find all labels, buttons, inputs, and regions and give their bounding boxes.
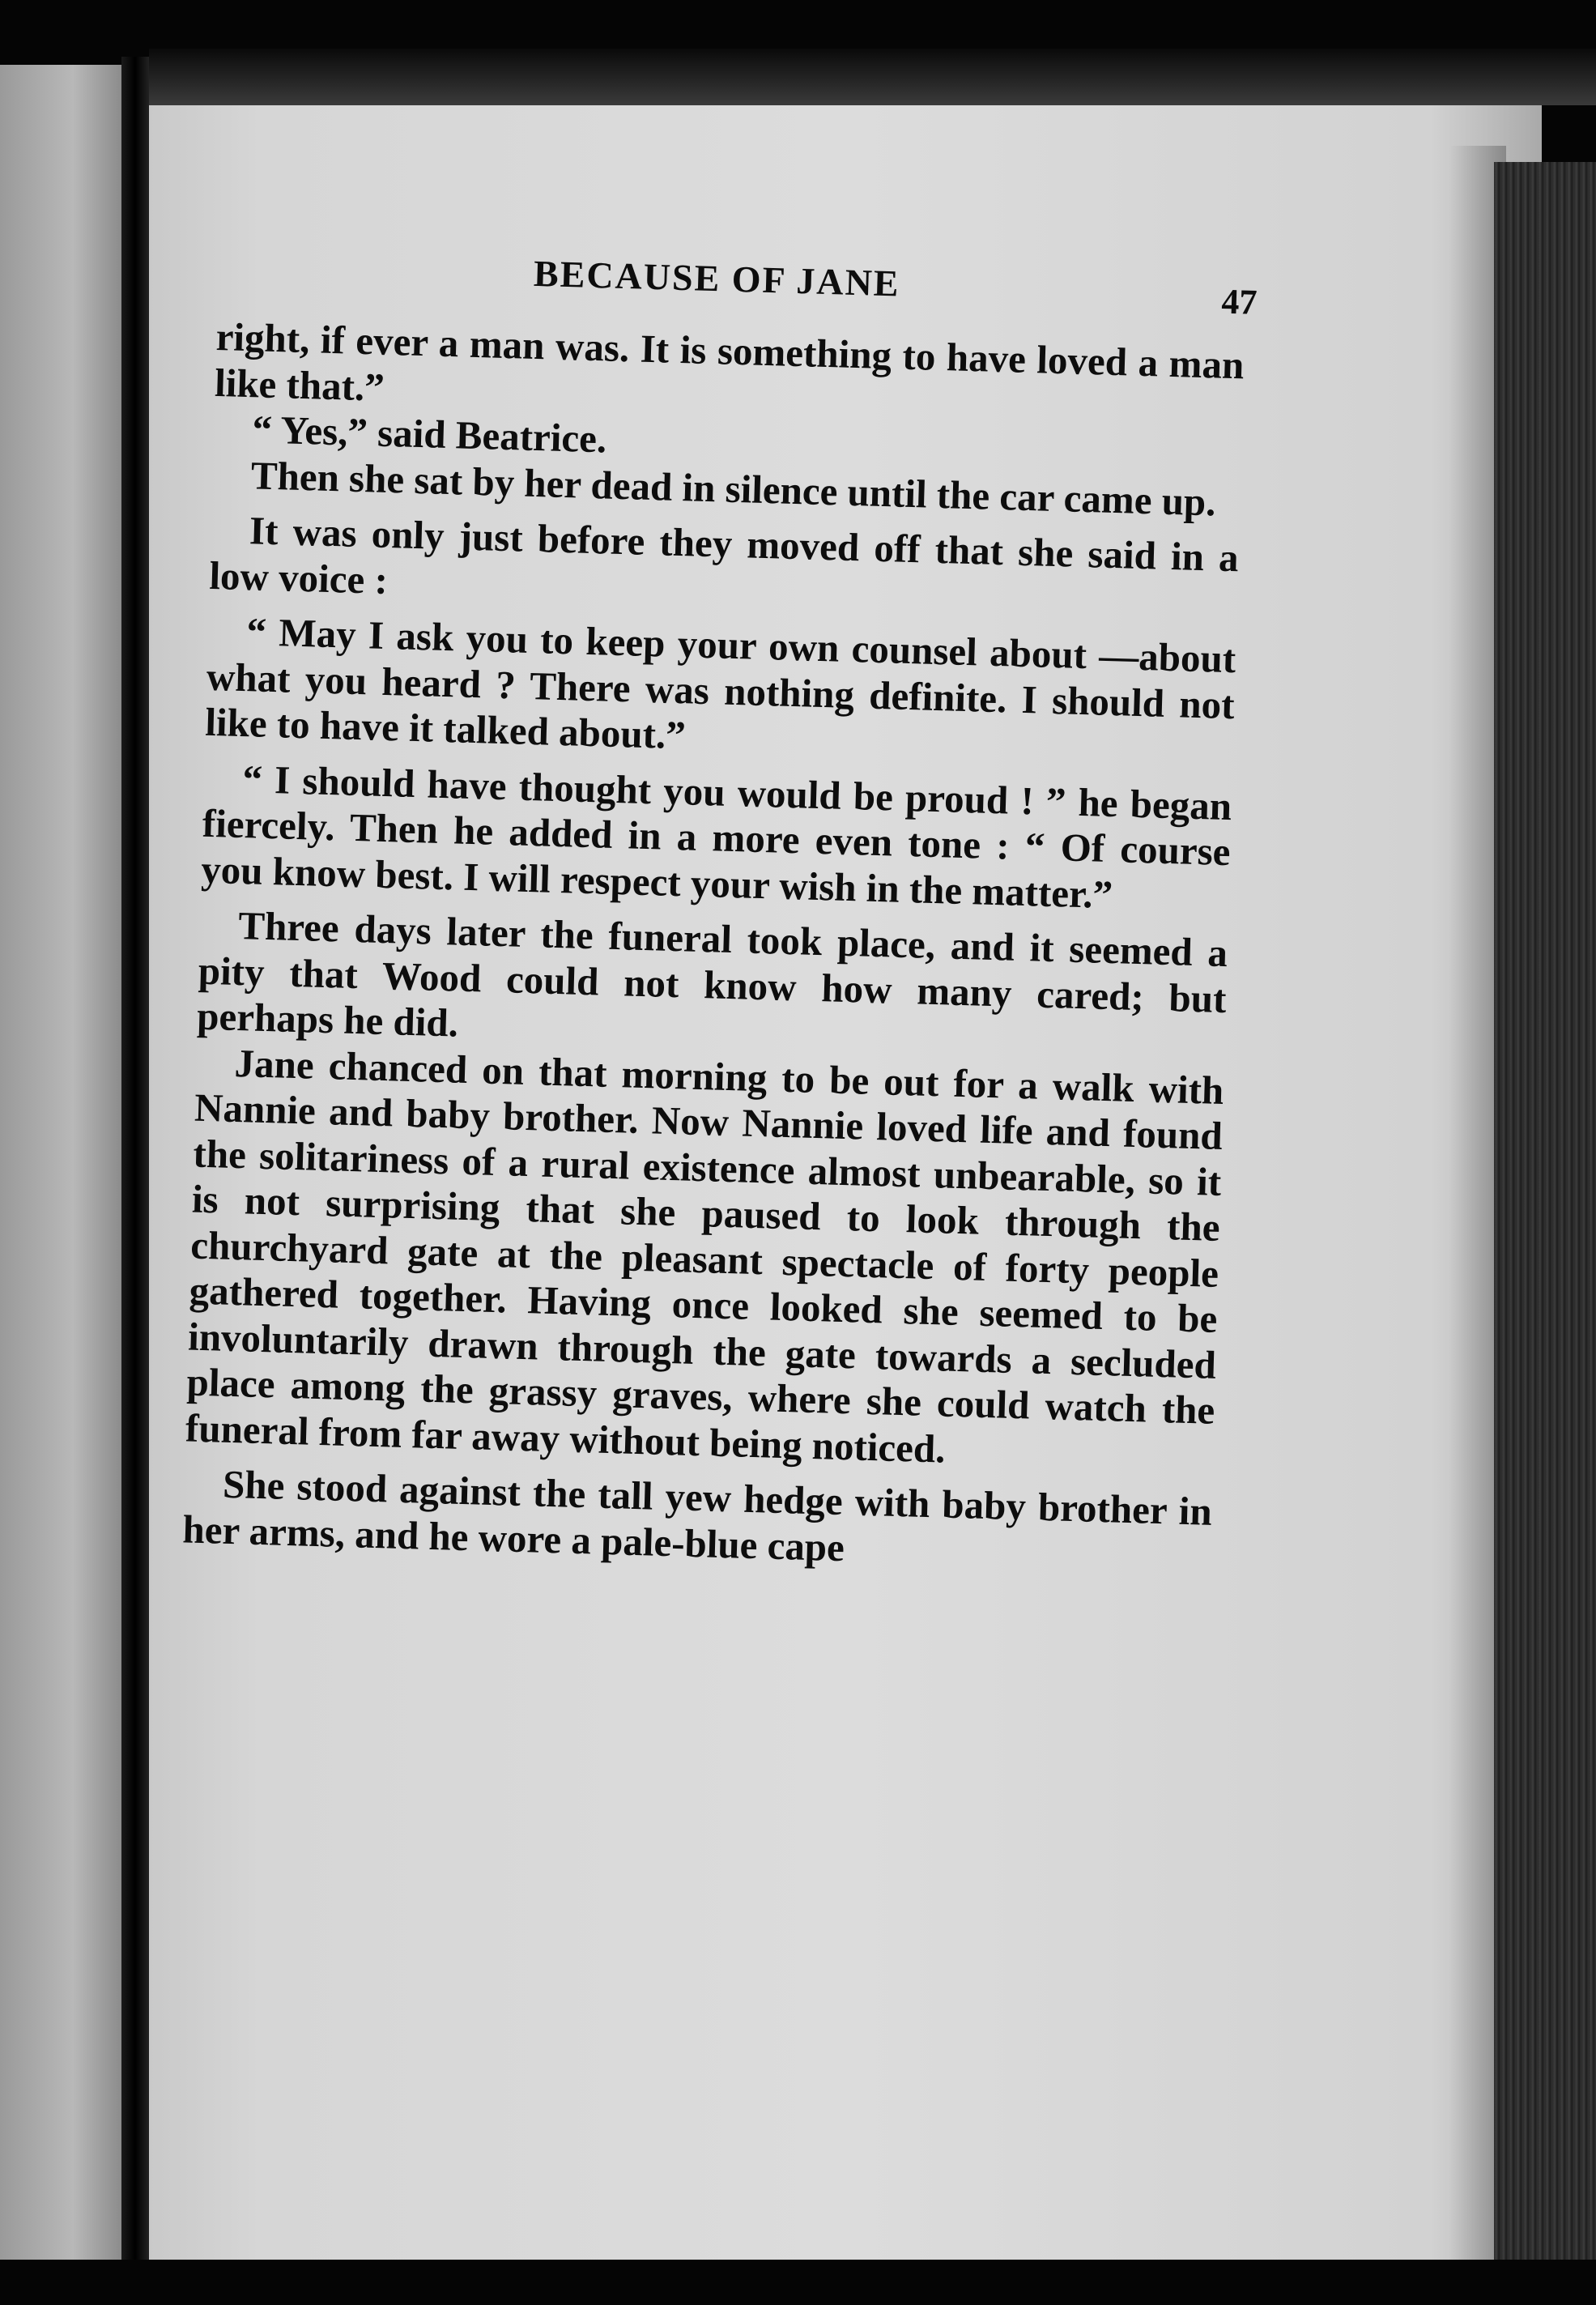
page-number: 47 [1220,281,1258,322]
previous-page-edge [0,65,121,2284]
paragraph-6: “ I should have thought you would be proud ! ” he began fiercely. Then he added in a more even tone : “ Of course you know best. I will respect your wish in the matter.” [200,756,1232,917]
book-gutter [121,57,149,2284]
page-text-block [181,243,1258,1581]
paragraph-2: “ Yes,” said Beatrice. [251,407,607,462]
top-shadow [149,49,1596,105]
book-block-edge [1494,162,1596,2276]
paragraph-9: She stood against the tall yew hedge with baby brother in her arms, and he wore a pale-blue cape [181,1461,1213,1570]
paragraph-3: Then she sat by her dead in silence until the car came up. [250,452,1217,525]
paragraph-8: Jane chanced on that morning to be out for a walk with Nannie and baby brother. Now Nannie loved life and found the solitariness of a rural existence almost unbearable, so it is not surprising that she paused to look through the churchyard gate at the pleasant spectacle of forty people gathered together. Having once looked she seemed to be involuntarily drawn through the gate towards a secluded place among the grassy graves, where she could watch the funeral from far away without being noticed. [185,1040,1225,1472]
paragraph-7: Three days later the funeral took place, and it seemed a pity that Wood could not know how many cared; but perhaps he did. [196,903,1228,1046]
paragraph-5: “ May I ask you to keep your own counsel about —about what you heard ? There was nothing definite. I should not like to have it talked about.” [204,609,1236,758]
paragraph-4: It was only just before they moved off that she said in a low voice : [208,508,1240,603]
running-title: BECAUSE OF JANE [533,252,901,305]
bottom-shadow [0,2260,1596,2305]
paragraph-1: right, if ever a man was. It is something to have loved a man like that.” [214,313,1245,410]
